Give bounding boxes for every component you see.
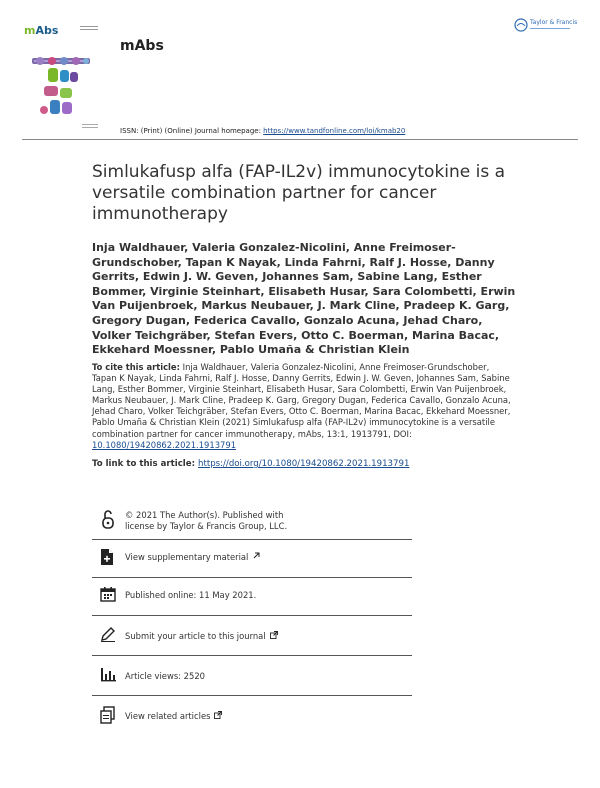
- submit-row[interactable]: [92, 626, 412, 646]
- publisher-tagline-lines: [530, 27, 570, 31]
- journal-name: mAbs: [120, 38, 164, 54]
- external-link-icon: [252, 552, 260, 560]
- submit-link[interactable]: Submit your article to this journal: [125, 631, 278, 642]
- related-row[interactable]: [92, 706, 412, 726]
- views-row: [92, 666, 412, 686]
- info-divider: [92, 615, 412, 616]
- header-divider: [22, 139, 578, 140]
- external-link-icon: [270, 631, 278, 639]
- pencil-icon: [100, 626, 116, 642]
- license-text-line2: license by Taylor & Francis Group, LLC.: [125, 521, 288, 531]
- info-divider: [92, 695, 412, 696]
- article-views: Article views: 2520: [125, 671, 205, 681]
- external-link-icon: [214, 711, 222, 719]
- info-divider: [92, 655, 412, 656]
- publisher-name: Taylor & Francis: [530, 19, 578, 26]
- publisher-emblem-icon: [514, 18, 528, 32]
- article-doi-url[interactable]: https://doi.org/10.1080/19420862.2021.1913791: [198, 459, 410, 469]
- cover-artwork: [30, 52, 94, 122]
- antibody-illustration: [32, 57, 90, 114]
- related-documents-icon: [100, 706, 116, 724]
- cover-footer-logo: [82, 124, 98, 128]
- citation-text: Inja Waldhauer, Valeria Gonzalez-Nicolini, Anne Freimoser-Grundschober, Tapan K Nayak, Linda Fahrni, Ralf J. Hosse, Danny Gerrits, Edwin J. W. Geven, Johannes Sam, Sabine Lang, Esther Bommer, Virginie Steinhart, Elisabeth Husar, Sara Colombetti, Erwin Van Puijenbroek, Markus Neubauer, J. Mark Cline, Pradeep K. Garg, Gregory Dugan, Federica Cavallo, Gonzalo Acuna, Jehad Charo, Volker Teichgräber, Stefan Evers, Otto C. Boerman, Marina Bacac, Ekkehard Moessner, Pablo Umaña & Christian Klein (2021) Simlukafusp alfa (FAP-IL2v) immunocytokine is a versatile combination partner for cancer immunotherapy, mAbs, 13:1, 1913791, DOI:: [92, 362, 511, 439]
- related-articles-link[interactable]: View related articles: [125, 711, 222, 722]
- journal-homepage-link[interactable]: https://www.tandfonline.com/loi/kmab20: [263, 127, 406, 135]
- article-link-label: To link to this article:: [92, 459, 199, 469]
- bar-chart-icon: [100, 666, 116, 682]
- open-lock-icon: [102, 509, 114, 529]
- info-divider: [92, 539, 412, 540]
- license-row: [92, 507, 412, 537]
- citation-block: [92, 362, 512, 451]
- published-row: [92, 586, 412, 606]
- cover-brand-logo: mAbs: [24, 24, 59, 37]
- article-title: Simlukafusp alfa (FAP-IL2v) immunocytokine is a versatile combination partner for cancer immunotherapy: [92, 162, 506, 224]
- document-plus-icon: [100, 548, 114, 566]
- author-list: Inja Waldhauer, Valeria Gonzalez-Nicolini, Anne Freimoser-Grundschober, Tapan K Nayak, Linda Fahrni, Ralf J. Hosse, Danny Gerrits, Edwin J. W. Geven, Johannes Sam, Sabine Lang, Esther Bommer, Virginie Steinhart, Elisabeth Husar, Sara Colombetti, Erwin Van Puijenbroek, Markus Neubauer, J. Mark Cline, Pradeep K. Garg, Gregory Dugan, Federica Cavallo, Gonzalo Acuna, Jehad Charo, Volker Teichgräber, Stefan Evers, Otto C. Boerman, Marina Bacac, Ekkehard Moessner, Pablo Umaña & Christian Klein: [92, 241, 516, 357]
- doi-link[interactable]: 10.1080/19420862.2021.1913791: [92, 439, 237, 450]
- published-date: Published online: 11 May 2021.: [125, 590, 257, 600]
- supplementary-row[interactable]: [92, 548, 412, 568]
- info-divider: [92, 577, 412, 578]
- citation-label: To cite this article:: [92, 362, 180, 372]
- license-text-line1: © 2021 The Author(s). Published with: [125, 510, 284, 520]
- journal-cover-thumbnail: [22, 22, 102, 132]
- publisher-logo: [514, 16, 586, 36]
- supplementary-link[interactable]: View supplementary material: [125, 552, 260, 563]
- issn-line: ISSN: (Print) (Online) Journal homepage: https://www.tandfonline.com/loi/kmab20: [120, 127, 406, 135]
- calendar-icon: [100, 586, 116, 602]
- cover-small-text: [80, 26, 98, 32]
- article-link-line: [92, 459, 409, 469]
